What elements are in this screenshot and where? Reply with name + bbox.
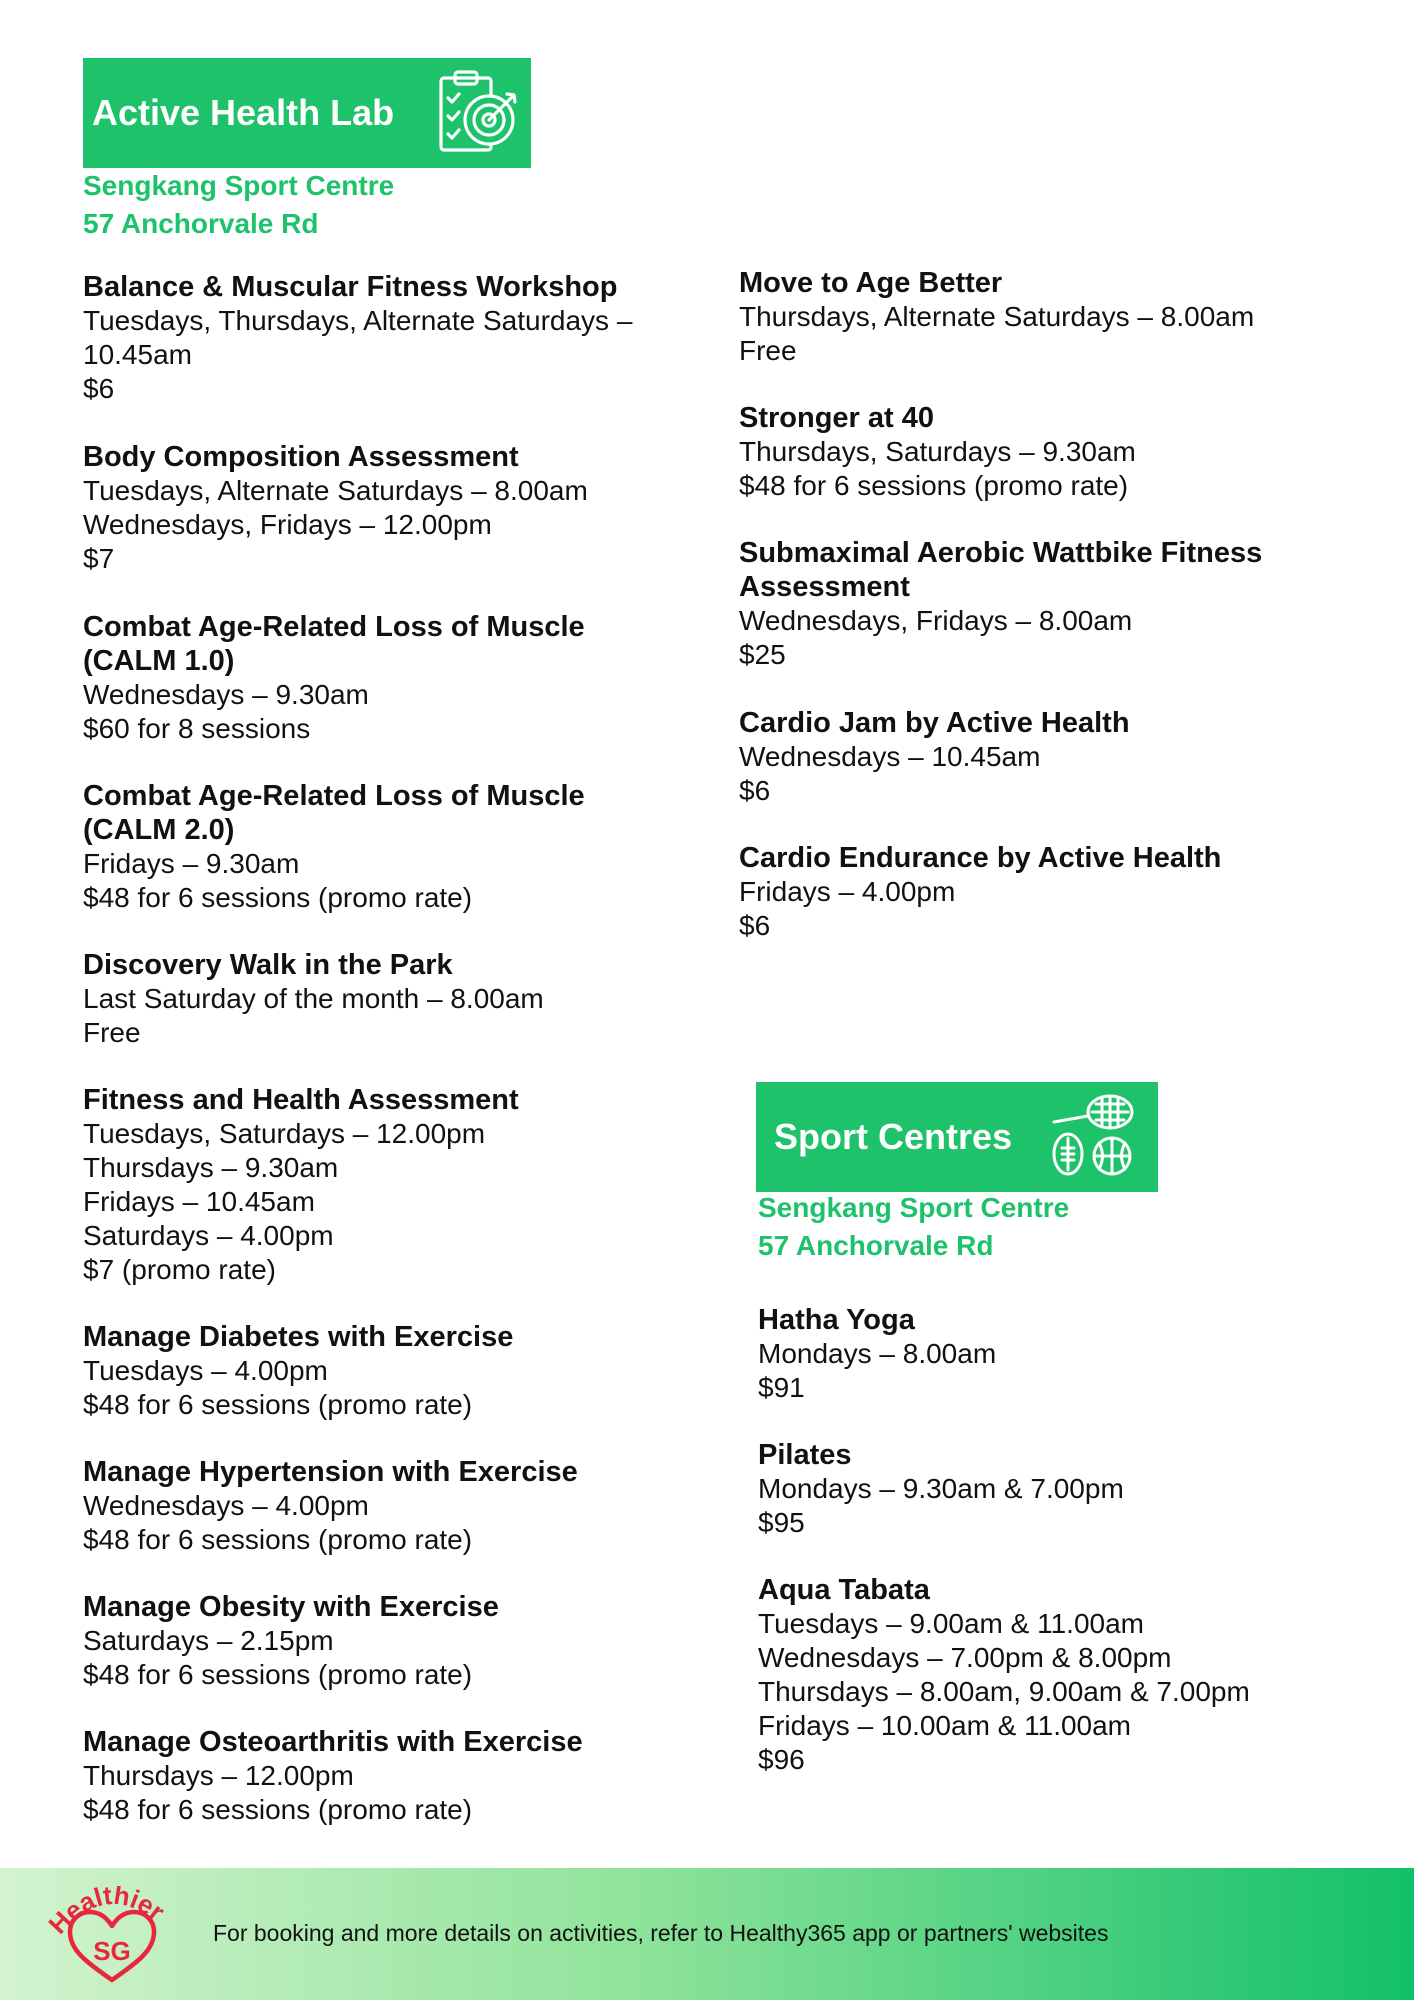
healthier-sg-logo [46,1886,186,1991]
activity-name: Manage Osteoarthritis with Exercise [83,1726,583,1758]
venue-block [758,1189,1069,1265]
activity-name: Submaximal Aerobic Wattbike Fitness [739,537,1263,569]
active-health-lab-banner [83,58,531,168]
activity-price: $6 [83,373,115,404]
activity-name: Hatha Yoga [758,1304,915,1336]
activity-price: $91 [758,1372,805,1403]
activity-price: Free [83,1017,141,1048]
activity-name: Manage Diabetes with Exercise [83,1321,514,1353]
activity-item [83,610,585,746]
activity-schedule: 10.45am [83,339,192,370]
venue-address: 57 Anchorvale Rd [83,208,319,239]
activity-item [83,779,585,915]
activity-name: Aqua Tabata [758,1574,930,1606]
activity-schedule: Wednesdays – 4.00pm [83,1490,369,1521]
activity-price: $7 (promo rate) [83,1254,276,1285]
activity-schedule: Wednesdays – 10.45am [739,741,1041,772]
activity-schedule: Tuesdays – 9.00am & 11.00am [758,1608,1144,1639]
activity-price: $6 [739,910,771,941]
activity-item [83,1455,578,1557]
activity-name: Fitness and Health Assessment [83,1084,519,1116]
activity-schedule: Saturdays – 2.15pm [83,1625,334,1656]
activity-name: Cardio Endurance by Active Health [739,842,1222,874]
activity-price: $60 for 8 sessions [83,713,311,744]
activity-schedule: Wednesdays, Fridays – 12.00pm [83,509,492,540]
activity-item [83,948,544,1050]
activity-price: $48 for 6 sessions (promo rate) [739,470,1129,501]
sport-centres-banner [756,1082,1158,1192]
activity-item [739,536,1262,672]
activity-item [83,1725,583,1827]
activity-schedule: Fridays – 4.00pm [739,876,956,907]
activity-schedule: Fridays – 10.45am [83,1186,315,1217]
activity-schedule: Last Saturday of the month – 8.00am [83,983,544,1014]
activity-price: $48 for 6 sessions (promo rate) [83,1389,473,1420]
activity-schedule: Tuesdays, Saturdays – 12.00pm [83,1118,486,1149]
activity-item [758,1573,1250,1777]
activity-price: $48 for 6 sessions (promo rate) [83,1524,473,1555]
activity-schedule: Fridays – 10.00am & 11.00am [758,1710,1132,1741]
activity-item [758,1438,1124,1540]
activity-price: $48 for 6 sessions (promo rate) [83,882,473,913]
activity-price: $48 for 6 sessions (promo rate) [83,1659,473,1690]
activity-name: Discovery Walk in the Park [83,949,453,981]
activity-name: Manage Hypertension with Exercise [83,1456,578,1488]
footer-bar [0,1868,1414,2000]
activity-schedule: Wednesdays – 7.00pm & 8.00pm [758,1642,1172,1673]
activity-price: $48 for 6 sessions (promo rate) [83,1794,473,1825]
activity-name: Body Composition Assessment [83,441,519,473]
logo-text-top: ealthier [58,1886,171,1927]
activity-item [739,401,1136,503]
sports-balls-icon [1046,1092,1142,1189]
activity-price: $7 [83,543,115,574]
venue-name: Sengkang Sport Centre [758,1192,1070,1223]
activity-name: Pilates [758,1439,852,1471]
activity-name-line2: Assessment [739,571,910,603]
svg-text:Healthier [46,1886,170,1940]
activity-item [758,1303,996,1405]
activity-schedule: Mondays – 8.00am [758,1338,997,1369]
activity-name: Manage Obesity with Exercise [83,1591,499,1623]
activity-schedule: Saturdays – 4.00pm [83,1220,334,1251]
activity-schedule: Tuesdays, Alternate Saturdays – 8.00am [83,475,588,506]
activity-price: $25 [739,639,786,670]
clipboard-target-icon [433,68,523,163]
activity-schedule: Thursdays, Alternate Saturdays – 8.00am [739,301,1255,332]
activity-name-line2: (CALM 1.0) [83,645,235,677]
venue-block [83,167,394,243]
activity-item [83,1320,513,1422]
venue-address: 57 Anchorvale Rd [758,1230,994,1261]
activity-schedule: Wednesdays, Fridays – 8.00am [739,605,1133,636]
activity-schedule: Thursdays – 12.00pm [83,1760,354,1791]
venue-name: Sengkang Sport Centre [83,170,395,201]
activity-schedule: Thursdays, Saturdays – 9.30am [739,436,1136,467]
activity-name: Combat Age-Related Loss of Muscle [83,780,585,812]
activity-name: Balance & Muscular Fitness Workshop [83,271,618,303]
activity-item [83,270,632,406]
section-title: Active Health Lab [92,92,395,133]
activity-name: Combat Age-Related Loss of Muscle [83,611,585,643]
activity-item [739,706,1130,808]
activity-price: $6 [739,775,771,806]
activity-item [739,266,1254,368]
activity-schedule: Wednesdays – 9.30am [83,679,369,710]
activity-schedule: Tuesdays – 4.00pm [83,1355,328,1386]
footer-note: For booking and more details on activities, refer to Healthy365 app or partners' websites [213,1920,1109,1946]
activity-schedule: Tuesdays, Thursdays, Alternate Saturdays – [83,305,633,336]
activity-price: Free [739,335,797,366]
activity-price: $96 [758,1744,805,1775]
activity-price: $95 [758,1507,805,1538]
activity-item [83,440,588,576]
activity-item [739,841,1221,943]
section-title: Sport Centres [774,1116,1013,1157]
activity-item [83,1083,519,1287]
activity-schedule: Thursdays – 9.30am [83,1152,339,1183]
activity-name: Stronger at 40 [739,402,934,434]
activity-name: Cardio Jam by Active Health [739,707,1130,739]
activity-schedule: Mondays – 9.30am & 7.00pm [758,1473,1124,1504]
activity-schedule: Fridays – 9.30am [83,848,300,879]
logo-text-bottom: SG [93,1936,131,1966]
activity-item [83,1590,499,1692]
activity-name-line2: (CALM 2.0) [83,814,235,846]
activity-name: Move to Age Better [739,267,1003,299]
activity-schedule: Thursdays – 8.00am, 9.00am & 7.00pm [758,1676,1250,1707]
